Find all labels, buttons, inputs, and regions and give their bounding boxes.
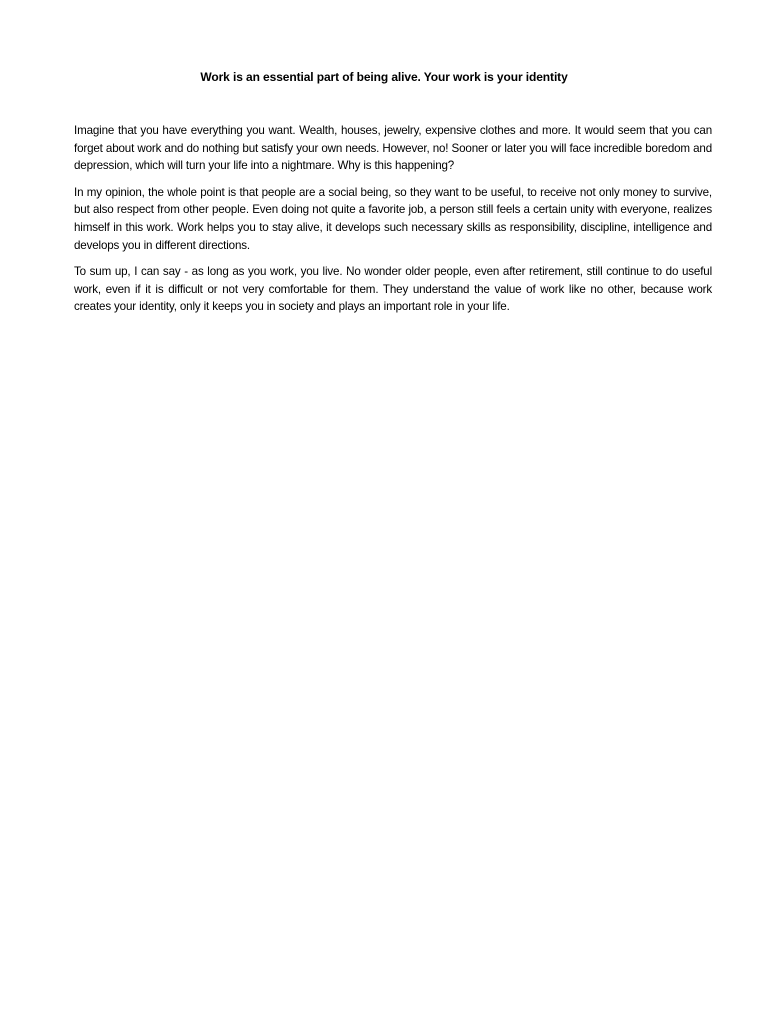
document-body bbox=[74, 122, 712, 325]
paragraph-opinion: In my opinion, the whole point is that people are a social being, so they want to be useful, to receive not only money to survive, but also respect from other people. Even doing not quite a favorite job, a person still feels a certain unity with everyone, realizes himself in this work. Work helps you to stay alive, it develops such necessary skills as responsibility, discipline, intelligence and develops you in different directions. bbox=[74, 185, 712, 252]
document-title: Work is an essential part of being alive. Your work is your identity bbox=[200, 70, 568, 84]
paragraph-conclusion: To sum up, I can say - as long as you work, you live. No wonder older people, even after retirement, still continue to do useful work, even if it is difficult or not very comfortable for them. They understand the value of work like no other, because work creates your identity, only it keeps you in society and plays an important role in your life. bbox=[74, 265, 712, 314]
paragraph-intro: Imagine that you have everything you want. Wealth, houses, jewelry, expensive clothes and more. It would seem that you can forget about work and do nothing but satisfy your own needs. However, no! Sooner or later you will face incredible boredom and depression, which will turn your life into a nightmare. Why is this happening? bbox=[74, 124, 712, 173]
